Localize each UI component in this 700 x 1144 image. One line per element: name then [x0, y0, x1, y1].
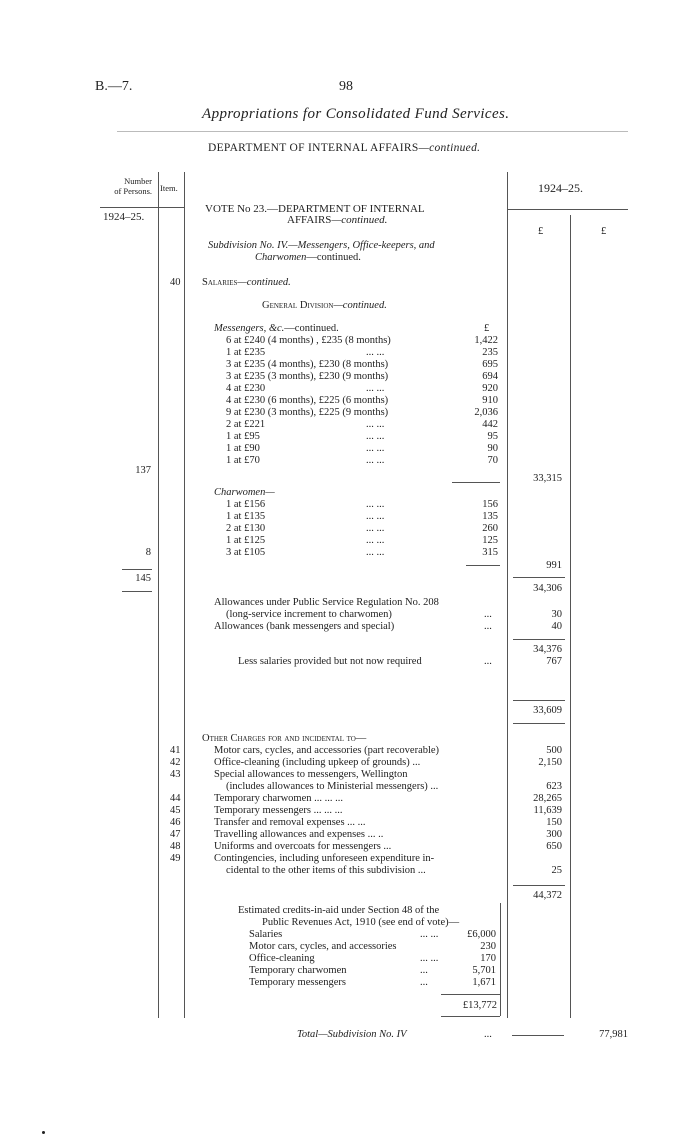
credit-item-text: Office-cleaning	[249, 953, 315, 964]
charwoman-rate-amount: 260	[482, 523, 498, 534]
charwoman-rate-dots: ... ...	[366, 535, 385, 546]
credit-item-dots: ...	[420, 965, 428, 976]
credit-item-dots: ...	[420, 977, 428, 988]
messenger-rate-text: 4 at £230	[226, 383, 266, 394]
page-speck	[42, 1131, 45, 1134]
credit-item-amount: 1,671	[472, 977, 496, 988]
other-charges-rule	[513, 885, 565, 886]
salaries-label: Salaries	[202, 277, 238, 288]
allowance-bank-messengers: Allowances (bank messengers and special)	[214, 621, 395, 632]
credit-item-text: Motor cars, cycles, and accessories	[249, 941, 397, 952]
credits-column-rule	[500, 903, 501, 1016]
salaries-continued: —continued.	[237, 277, 291, 288]
subdivision-title-line2	[255, 252, 361, 264]
subtotal-rule-top	[513, 577, 565, 578]
credits-total: £13,772	[462, 1000, 497, 1011]
department-heading	[208, 142, 480, 155]
credit-item-amount: 230	[480, 941, 496, 952]
charwomen-total: 991	[546, 560, 562, 571]
other-charge-amount: 650	[546, 841, 562, 852]
credit-item-text: Temporary messengers	[249, 977, 346, 988]
messenger-rate-dots: ... ...	[366, 455, 385, 466]
general-division-heading	[262, 300, 387, 312]
other-charge-description: Motor cars, cycles, and accessories (part recoverable)	[214, 745, 440, 756]
charwoman-rate-text: 1 at £135	[226, 511, 266, 522]
other-charge-description: Special allowances to messengers, Wellington	[214, 769, 408, 780]
persons-header-line1: Number	[124, 176, 152, 186]
charwoman-rate-dots: ... ...	[366, 499, 385, 510]
subdivision-continued: —continued.	[306, 252, 361, 263]
messengers-heading	[214, 323, 339, 335]
messenger-rate-amount: 695	[482, 359, 498, 370]
salaries-heading	[202, 277, 291, 289]
charwoman-rate-text: 2 at £130	[226, 523, 266, 534]
year-header-left: 1924–25.	[103, 211, 145, 223]
other-charges-heading: Other Charges for and incidental to—	[202, 733, 367, 744]
credit-item-dots: ... ...	[420, 929, 439, 940]
other-charges-total: 44,372	[533, 890, 562, 901]
other-charge-description: cidental to the other items of this subdivision ...	[226, 865, 426, 876]
general-division-continued: —continued.	[333, 300, 387, 311]
other-charge-amount: 150	[546, 817, 562, 828]
item-number-40: 40	[170, 277, 181, 288]
credits-sum-rule	[441, 994, 500, 995]
messengers-continued: —continued.	[284, 323, 339, 334]
allowance-regulation-amount: 30	[551, 609, 562, 620]
other-charge-amount: 11,639	[533, 805, 562, 816]
other-charge-description: (includes allowances to Ministerial messengers) ...	[226, 781, 439, 792]
messenger-rate-text: 1 at £95	[226, 431, 260, 442]
charwoman-rate-dots: ... ...	[366, 547, 385, 558]
messengers-total: 33,315	[533, 473, 562, 484]
credit-item-dots: ... ...	[420, 953, 439, 964]
less-salaries-label: Less salaries provided but not now required	[238, 656, 422, 667]
other-charge-description: Uniforms and overcoats for messengers ...	[214, 841, 392, 852]
report-reference: B.—7.	[95, 79, 133, 94]
credit-item-text: Salaries	[249, 929, 283, 940]
charwoman-rate-amount: 156	[482, 499, 498, 510]
messenger-rate-amount: 95	[487, 431, 498, 442]
messenger-rate-text: 1 at £70	[226, 455, 260, 466]
department-continued: —continued.	[418, 142, 481, 154]
messenger-rate-text: 4 at £230 (6 months), £225 (6 months)	[226, 395, 389, 406]
persons-sum-rule-top	[122, 569, 152, 570]
charwoman-rate-text: 1 at £125	[226, 535, 266, 546]
subdivision-total-rule	[512, 1035, 564, 1036]
messenger-rate-dots: ... ...	[366, 419, 385, 430]
messenger-rate-text: 6 at £240 (4 months) , £235 (8 months)	[226, 335, 391, 346]
messenger-rate-amount: 920	[482, 383, 498, 394]
messenger-rate-text: 2 at £221	[226, 419, 266, 430]
messenger-rate-text: 9 at £230 (3 months), £225 (9 months)	[226, 407, 389, 418]
other-charge-item-number: 48	[170, 841, 181, 852]
allowance-regulation-line2: (long-service increment to charwomen)	[226, 609, 392, 620]
amount-column-rule-1	[507, 172, 508, 1018]
pound-symbol-col2: £	[601, 226, 607, 237]
credit-item-amount: 5,701	[472, 965, 496, 976]
salaries-subtotal: 34,306	[533, 583, 562, 594]
item-column-rule	[158, 172, 159, 1018]
other-charge-description: Temporary messengers ... ... ...	[214, 805, 343, 816]
less-salaries-dots: ...	[484, 656, 492, 667]
title-rule	[117, 131, 628, 132]
other-charge-item-number: 43	[170, 769, 181, 780]
subdivision-total-dots: ...	[484, 1029, 492, 1040]
amount-column-rule-2	[570, 215, 571, 1018]
other-charge-description: Travelling allowances and expenses ... ..	[214, 829, 384, 840]
messenger-rate-amount: 235	[482, 347, 498, 358]
credits-sum-rule-bottom	[441, 1016, 500, 1017]
allowance-regulation-dots: ...	[484, 609, 492, 620]
other-charge-amount: 300	[546, 829, 562, 840]
other-charge-description: Office-cleaning (including upkeep of grounds) ...	[214, 757, 421, 768]
persons-messengers: 137	[135, 465, 151, 476]
persons-total: 145	[135, 573, 151, 584]
other-charge-amount: 28,265	[533, 793, 562, 804]
subdivision-total-label: Total—Subdivision No. IV	[297, 1029, 407, 1040]
net-salaries-rule	[513, 700, 565, 701]
salaries-subtotal-2: 34,376	[533, 644, 562, 655]
charwomen-sum-rule	[466, 565, 500, 566]
year-header-rule	[507, 209, 628, 210]
other-charge-item-number: 49	[170, 853, 181, 864]
other-charge-description: Transfer and removal expenses ... ...	[214, 817, 366, 828]
messenger-rate-amount: 910	[482, 395, 498, 406]
messenger-rate-amount: 90	[487, 443, 498, 454]
vote-heading-continued: —continued.	[331, 214, 388, 226]
credit-item-amount: £6,000	[467, 929, 496, 940]
other-charge-item-number: 46	[170, 817, 181, 828]
subtotal2-rule	[513, 639, 565, 640]
messenger-rate-amount: 1,422	[474, 335, 498, 346]
pound-symbol-col1: £	[538, 226, 544, 237]
messenger-rate-amount: 70	[487, 455, 498, 466]
vote-heading-line2	[287, 214, 387, 226]
year-header-right: 1924–25.	[538, 181, 583, 195]
subdivision-total-amount: 77,981	[599, 1029, 628, 1040]
messenger-rate-dots: ... ...	[366, 347, 385, 358]
messenger-rate-dots: ... ...	[366, 431, 385, 442]
persons-header-line2: of Persons.	[114, 186, 152, 196]
persons-header-rule	[100, 207, 184, 208]
messenger-rate-dots: ... ...	[366, 443, 385, 454]
other-charge-item-number: 45	[170, 805, 181, 816]
other-charge-amount: 25	[551, 865, 562, 876]
net-salaries-rule-bottom	[513, 723, 565, 724]
messenger-rate-text: 1 at £235	[226, 347, 266, 358]
other-charge-amount: 623	[546, 781, 562, 792]
page-number: 98	[339, 79, 353, 94]
other-charge-description: Temporary charwomen ... ... ...	[214, 793, 344, 804]
other-charge-item-number: 47	[170, 829, 181, 840]
messenger-rate-dots: ... ...	[366, 383, 385, 394]
other-charge-amount: 500	[546, 745, 562, 756]
subdivision-title-line1: Subdivision No. IV.—Messengers, Office-keepers, and	[208, 240, 435, 251]
item-header: Item.	[160, 183, 178, 193]
credits-heading-line2: Public Revenues Act, 1910 (see end of vote)—	[262, 917, 460, 928]
other-charge-item-number: 44	[170, 793, 181, 804]
persons-charwomen: 8	[145, 547, 151, 558]
charwoman-rate-amount: 125	[482, 535, 498, 546]
charwoman-rate-dots: ... ...	[366, 511, 385, 522]
other-charge-amount: 2,150	[538, 757, 562, 768]
messenger-rate-amount: 2,036	[474, 407, 498, 418]
vote-heading-line1: VOTE No 23.—DEPARTMENT OF INTERNAL	[205, 203, 425, 215]
allowance-regulation-line1: Allowances under Public Service Regulation No. 208	[214, 597, 439, 608]
charwoman-rate-amount: 135	[482, 511, 498, 522]
allowance-bank-dots: ...	[484, 621, 492, 632]
messenger-rate-amount: 694	[482, 371, 498, 382]
net-salaries-total: 33,609	[533, 705, 562, 716]
general-division-label: General Division	[262, 300, 334, 311]
other-charge-description: Contingencies, including unforeseen expenditure in-	[214, 853, 435, 864]
messenger-rate-text: 3 at £235 (4 months), £230 (8 months)	[226, 359, 389, 370]
credit-item-amount: 170	[480, 953, 496, 964]
messenger-rate-text: 3 at £235 (3 months), £230 (9 months)	[226, 371, 389, 382]
desc-column-rule	[184, 172, 185, 1018]
persons-sum-rule-bottom	[122, 591, 152, 592]
messenger-rate-amount: 442	[482, 419, 498, 430]
less-salaries-amount: 767	[546, 656, 562, 667]
other-charge-item-number: 42	[170, 757, 181, 768]
page-title: Appropriations for Consolidated Fund Services.	[202, 106, 510, 122]
vote-heading-affairs: AFFAIRS	[287, 214, 332, 226]
charwoman-rate-amount: 315	[482, 547, 498, 558]
charwoman-rate-text: 1 at £156	[226, 499, 266, 510]
credits-heading-line1: Estimated credits-in-aid under Section 48 of the	[238, 905, 440, 916]
subdivision-charwomen: Charwomen	[255, 252, 307, 263]
messenger-rate-text: 1 at £90	[226, 443, 260, 454]
messengers-label: Messengers, &c.	[214, 323, 285, 334]
charwoman-rate-text: 3 at £105	[226, 547, 266, 558]
messengers-sum-rule	[452, 482, 500, 483]
messengers-pound-symbol: £	[484, 323, 490, 334]
charwoman-rate-dots: ... ...	[366, 523, 385, 534]
other-charge-item-number: 41	[170, 745, 181, 756]
charwomen-heading: Charwomen—	[214, 487, 275, 498]
allowance-bank-amount: 40	[551, 621, 562, 632]
department-name: DEPARTMENT OF INTERNAL AFFAIRS	[208, 142, 419, 154]
credit-item-text: Temporary charwomen	[249, 965, 347, 976]
